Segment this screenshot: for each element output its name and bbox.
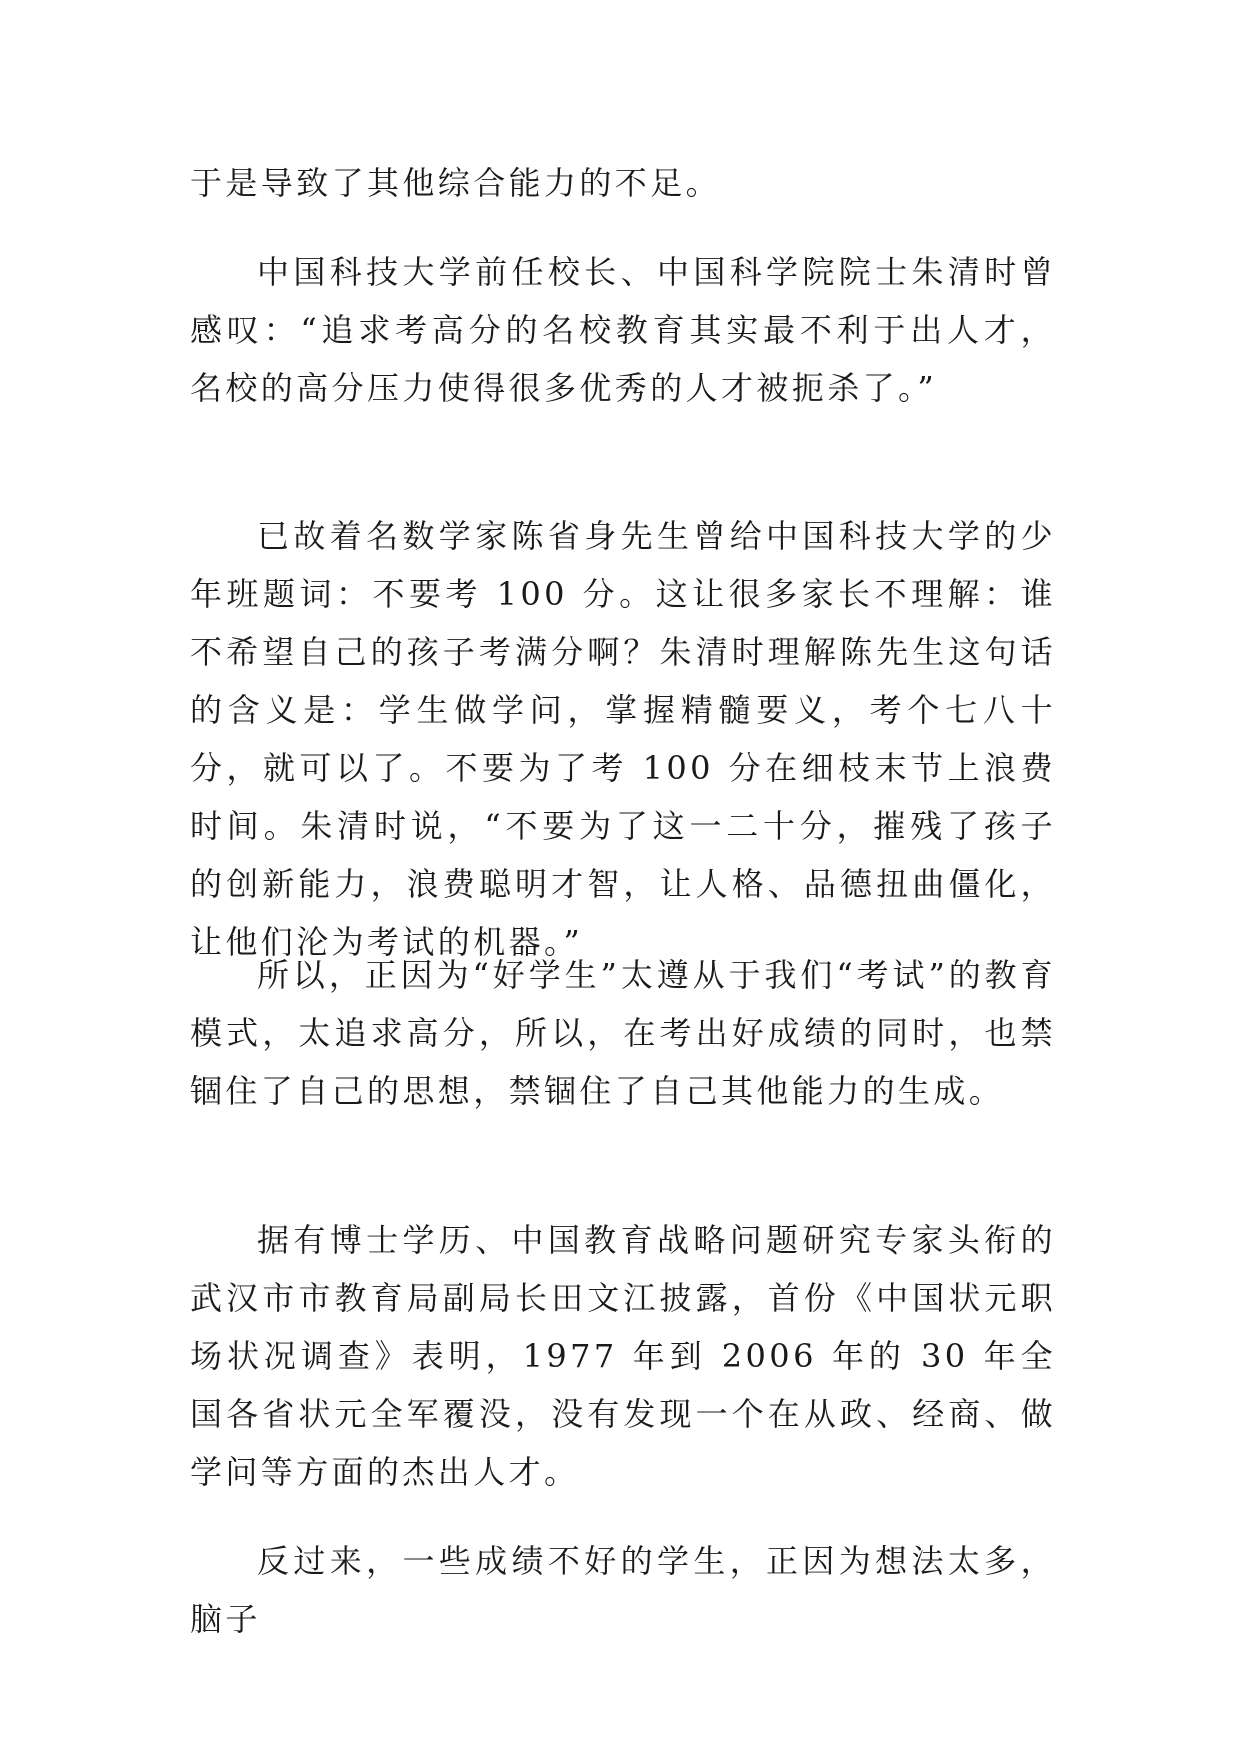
paragraph-survey: [190, 1211, 1056, 1501]
paragraph-text: 中国科技大学前任校长、中国科学院院士朱清时曾感叹：“追求考高分的名校教育其实最不利于出人才，名校的高分压力使得很多优秀的人才被扼杀了。”: [190, 253, 1056, 407]
paragraph-chen-shengshen: [190, 507, 1056, 971]
paragraph-text: 于是导致了其他综合能力的不足。: [190, 164, 722, 202]
paragraph-poor-students: [190, 1532, 1056, 1648]
paragraph-text: 据有博士学历、中国教育战略问题研究专家头衔的武汉市市教育局副局长田文江披露，首份《中国状元职场状况调查》表明，1977 年到 2006 年的 30 年全国各省状元全军覆没，没有发现一个在从政、经商、做学问等方面的杰出人才。: [190, 1221, 1056, 1491]
paragraph-text: 所以，正因为“好学生”太遵从于我们“考试”的教育模式，太追求高分，所以，在考出好成绩的同时，也禁锢住了自己的思想，禁锢住了自己其他能力的生成。: [190, 956, 1056, 1110]
paragraph-good-students: [190, 946, 1056, 1120]
paragraph-zhu-qingshi-quote: [190, 243, 1056, 417]
paragraph-continuation: [190, 154, 1056, 212]
paragraph-text: 已故着名数学家陈省身先生曾给中国科技大学的少年班题词：不要考 100 分。这让很多家长不理解：谁不希望自己的孩子考满分啊？朱清时理解陈先生这句话的含义是：学生做学问，掌握精髓要义，考个七八十分，就可以了。不要为了考 100 分在细枝末节上浪费时间。朱清时说，“不要为了这一二十分，摧残了孩子的创新能力，浪费聪明才智，让人格、品德扭曲僵化，让他们沦为考试的机器。”: [190, 517, 1056, 961]
paragraph-text: 反过来，一些成绩不好的学生，正因为想法太多，脑子: [190, 1542, 1056, 1638]
